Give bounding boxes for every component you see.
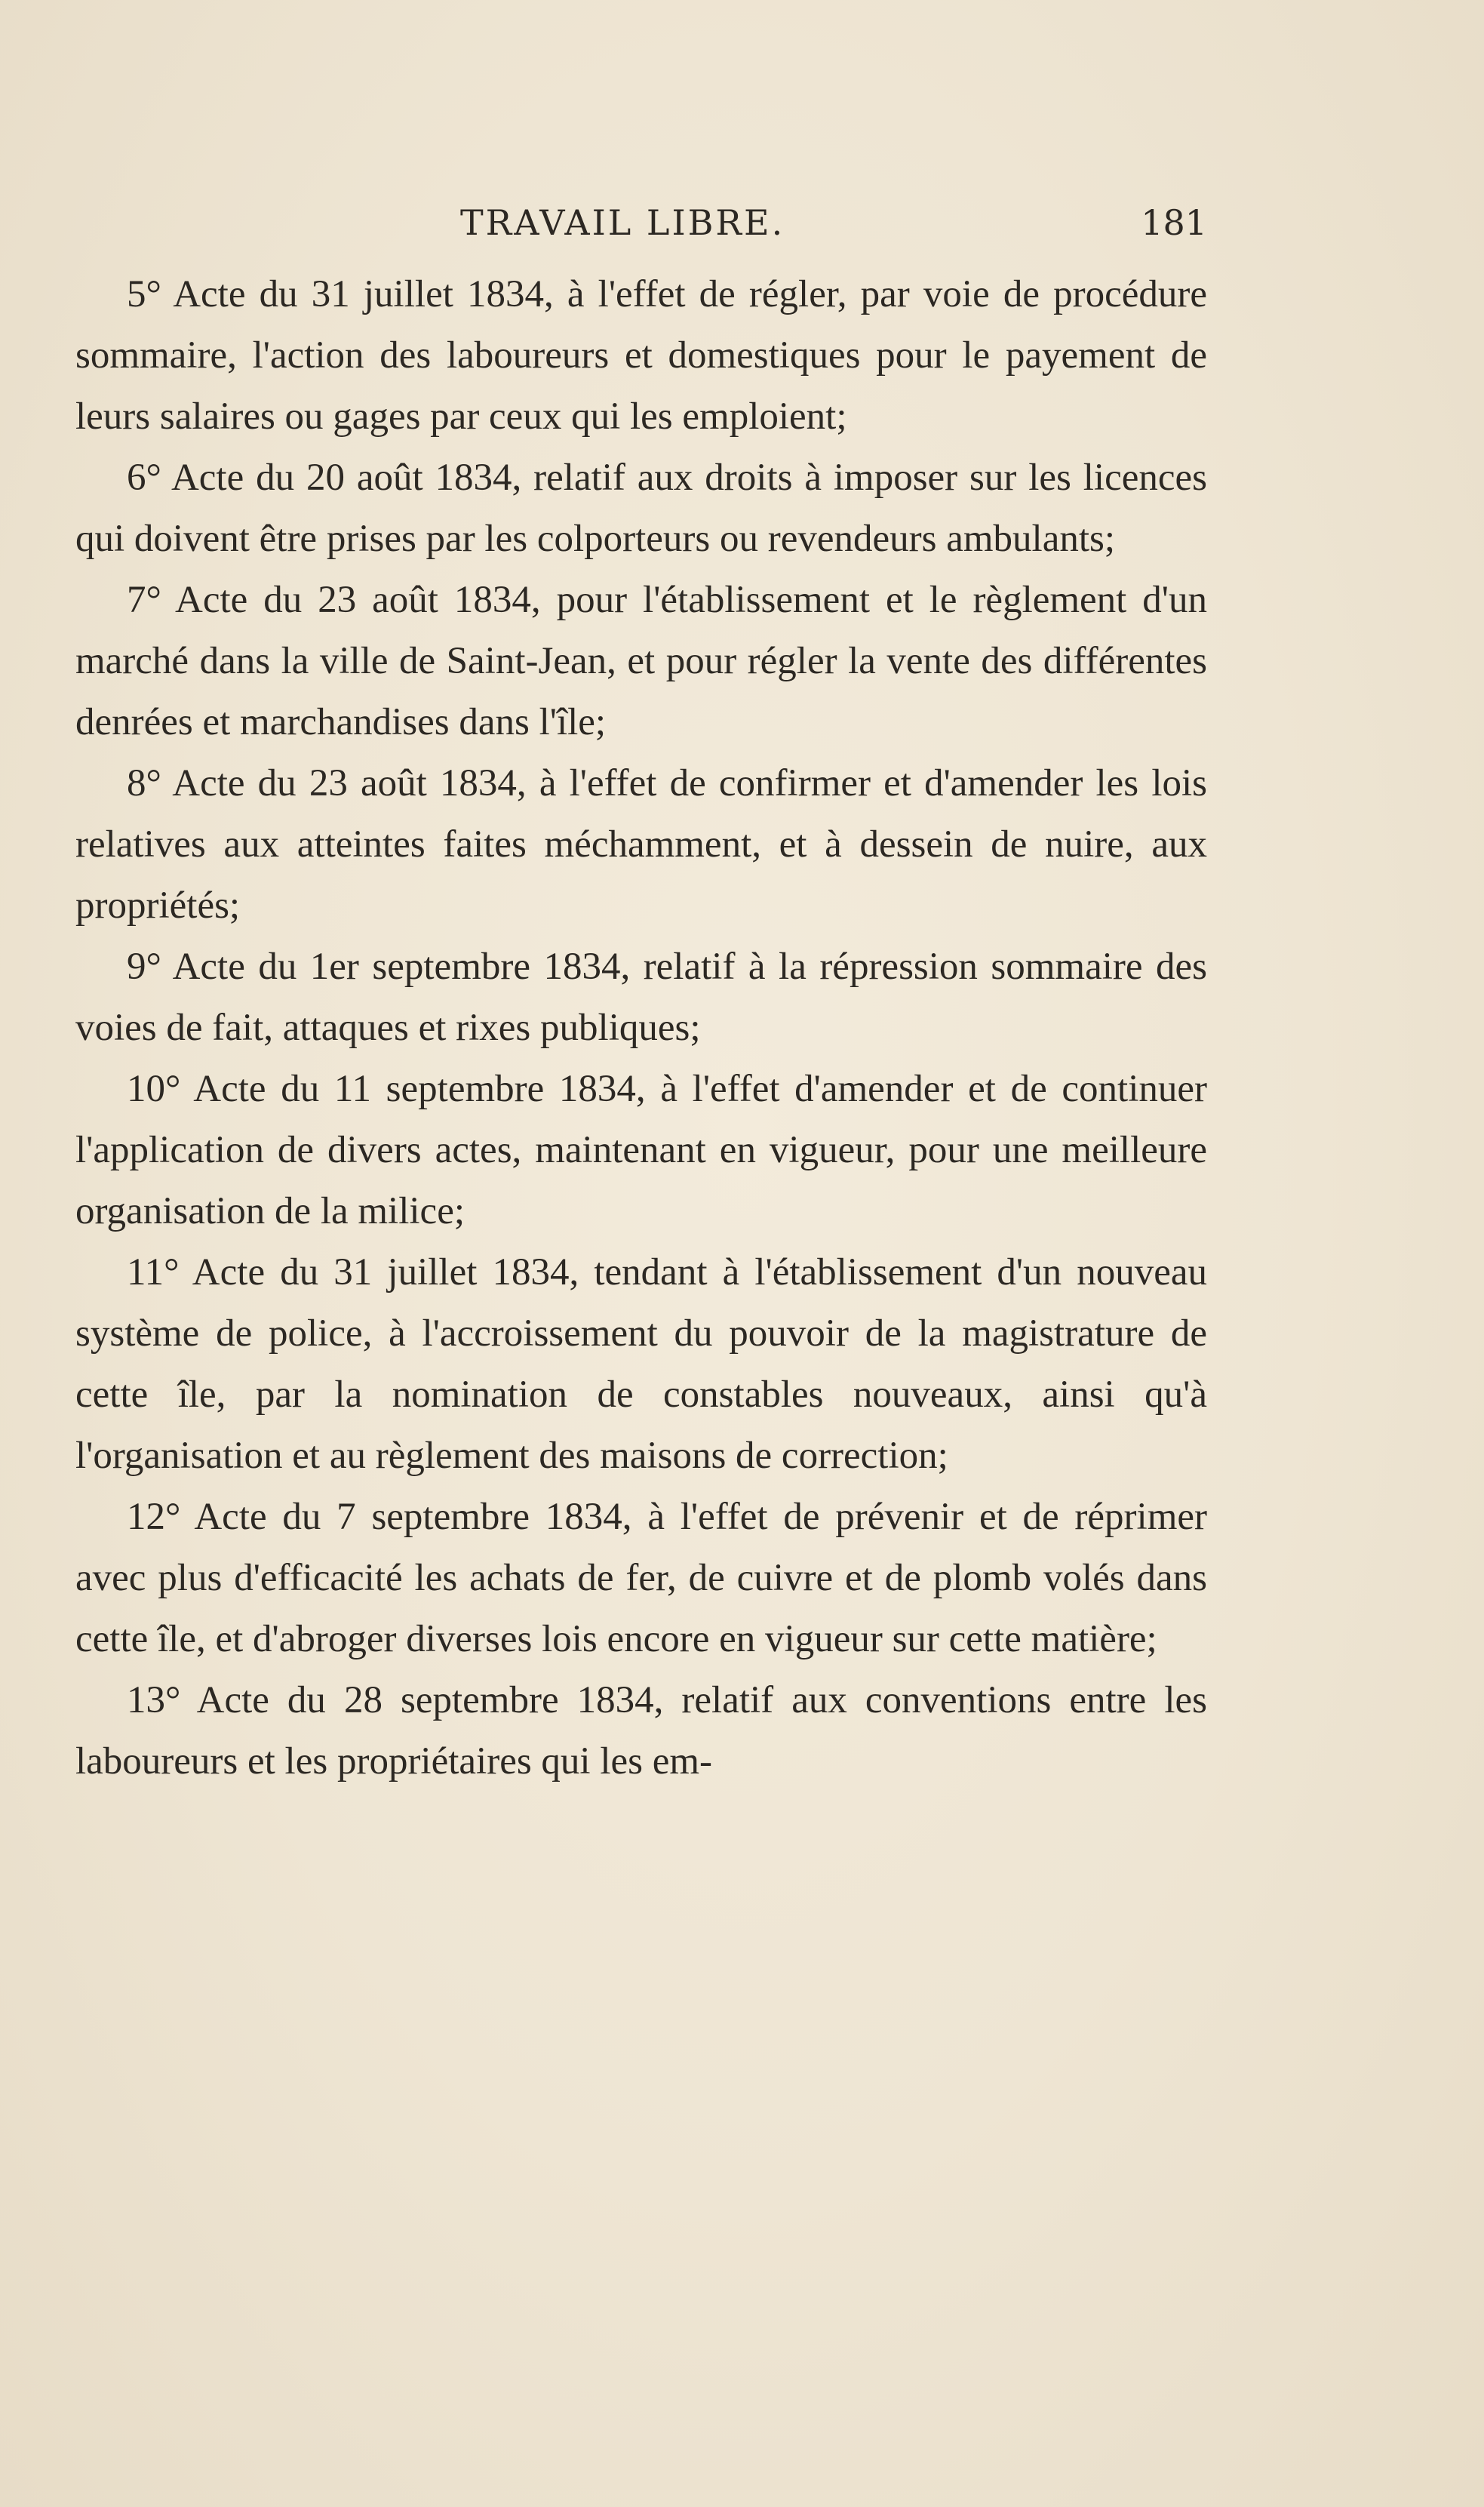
paragraph-act-12: 12° Acte du 7 septembre 1834, à l'effet de prévenir et de réprimer avec plus d'efficacité les achats de fer, de cuivre et de plomb volés dans cette île, et d'abroger diverses lois encore en vigueur sur cette matière; — [75, 1496, 1207, 1660]
paragraph-act-6: 6° Acte du 20 août 1834, relatif aux droits à imposer sur les licences qui doivent être prises par les colporteurs ou revendeurs ambulants; — [75, 457, 1207, 560]
running-title: TRAVAIL LIBRE. — [460, 202, 785, 243]
body-text — [75, 264, 1207, 1792]
paragraph-act-5: 5° Acte du 31 juillet 1834, à l'effet de régler, par voie de procédure sommaire, l'action des laboureurs et domestiques pour le payement de leurs salaires ou gages par ceux qui les emploient; — [75, 273, 1207, 438]
paragraph-act-11: 11° Acte du 31 juillet 1834, tendant à l'établissement d'un nouveau système de police, à l'accroissement du pouvoir de la magistrature de cette île, par la nomination de constables nouveaux, ainsi qu'à l'organisation et au règlement des maisons de correction; — [75, 1251, 1207, 1477]
paragraph-act-8: 8° Acte du 23 août 1834, à l'effet de confirmer et d'amender les lois relatives aux atteintes faites méchamment, et à dessein de nuire, aux propriétés; — [75, 762, 1207, 927]
paragraph-act-10: 10° Acte du 11 septembre 1834, à l'effet d'amender et de continuer l'application de divers actes, maintenant en vigueur, pour une meilleure organisation de la milice; — [75, 1068, 1207, 1232]
paragraph-act-13: 13° Acte du 28 septembre 1834, relatif aux conventions entre les laboureurs et les propriétaires qui les em- — [75, 1679, 1207, 1783]
paragraph-act-7: 7° Acte du 23 août 1834, pour l'établissement et le règlement d'un marché dans la ville de Saint-Jean, et pour régler la vente des différentes denrées et marchandises dans l'île; — [75, 579, 1207, 743]
page-header — [75, 202, 1207, 255]
page-number: 181 — [1141, 202, 1207, 243]
paragraph-act-9: 9° Acte du 1er septembre 1834, relatif à la répression sommaire des voies de fait, attaques et rixes publiques; — [75, 946, 1207, 1049]
